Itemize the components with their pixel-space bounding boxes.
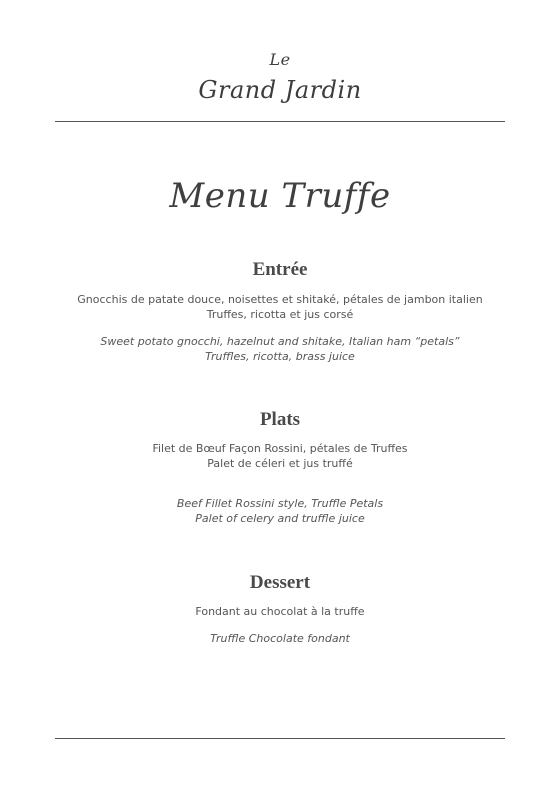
dessert-description-fr (0, 605, 560, 620)
entree-description-fr (0, 293, 560, 322)
dessert-en-line: Truffle Chocolate fondant (210, 632, 350, 645)
entree-en-line: Truffles, ricotta, brass juice (205, 349, 355, 363)
plats-en-line: Beef Fillet Rossini style, Truffle Petals (176, 497, 384, 510)
restaurant-logo-name: Grand Jardin (198, 76, 362, 104)
entree-heading: Entrée (252, 259, 308, 280)
restaurant-logo-prefix: Le (269, 50, 291, 69)
dessert-description-en (0, 632, 560, 647)
bottom-divider (55, 738, 505, 739)
plats-heading: Plats (259, 409, 301, 430)
plats-en-line: Palet of celery and truffle juice (195, 511, 365, 525)
dessert-fr-line: Fondant au chocolat à la truffe (195, 605, 365, 618)
dessert-heading: Dessert (249, 572, 311, 593)
entree-fr-line: Truffes, ricotta et jus corsé (206, 307, 354, 321)
plats-description-en (0, 497, 560, 526)
plats-fr-line: Palet de céleri et jus truffé (207, 456, 353, 470)
entree-description-en (0, 335, 560, 364)
plats-description-fr (0, 442, 560, 471)
plats-fr-line: Filet de Bœuf Façon Rossini, pétales de Truffes (152, 442, 408, 455)
entree-en-line: Sweet potato gnocchi, hazelnut and shitake, Italian ham “petals” (100, 335, 460, 348)
menu-title: Menu Truffe (169, 176, 391, 216)
entree-fr-line: Gnocchis de patate douce, noisettes et shitaké, pétales de jambon italien (77, 293, 483, 306)
top-divider (55, 121, 505, 122)
